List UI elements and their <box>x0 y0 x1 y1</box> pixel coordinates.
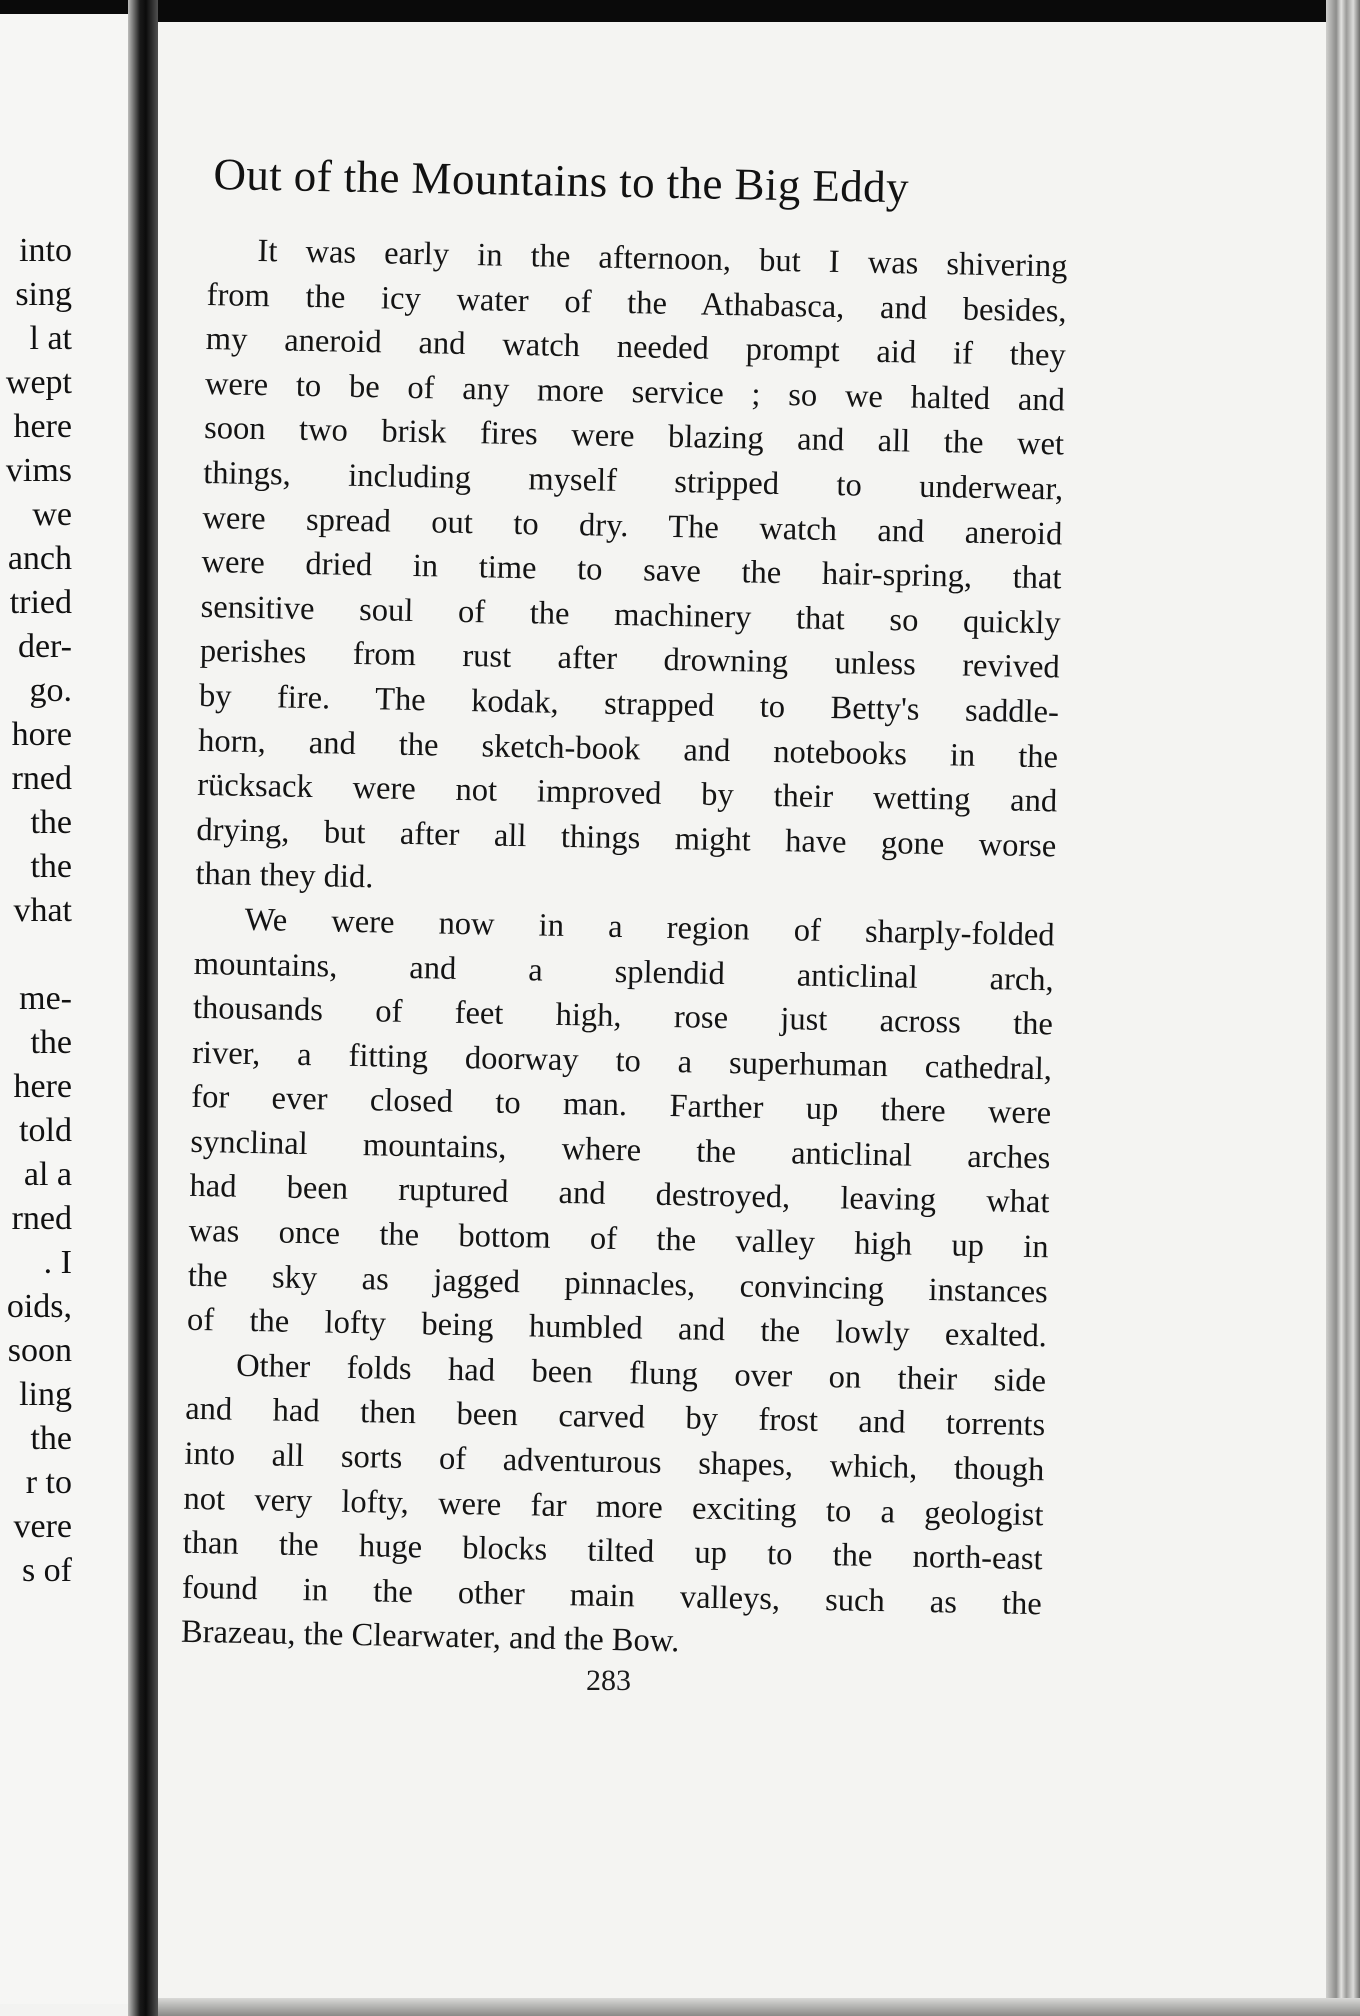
text-line: soon two brisk fires were blazing and all the wet <box>203 410 1065 463</box>
paragraph <box>181 1343 1047 1672</box>
facing-page-fragment: the <box>30 848 72 885</box>
text-line: than the huge blocks tilted up to the north-east <box>182 1524 1043 1578</box>
text-line: found in the other main valleys, such as the <box>181 1569 1043 1623</box>
facing-page-fragment: sing <box>15 276 72 313</box>
text-line: synclinal mountains, where the anticlinal arches <box>190 1123 1051 1177</box>
text-line: not very lofty, were far more exciting to a geologist <box>183 1480 1044 1533</box>
text-line: mountains, and a splendid anticlinal arch, <box>193 945 1055 998</box>
text-line: of the lofty being humbled and the lowly exalted. <box>186 1302 1048 1355</box>
facing-page-left <box>0 14 128 2004</box>
facing-page-fragment: go. <box>29 672 72 709</box>
facing-page-fragment: der- <box>17 628 72 665</box>
text-line: It was early in the afternoon, but I was shivering <box>257 232 1068 285</box>
text-line: for ever closed to man. Farther up there were <box>190 1079 1052 1132</box>
facing-page-fragment: anch <box>7 540 72 577</box>
facing-page-fragment: ling <box>19 1376 72 1413</box>
text-line: was once the bottom of the valley high up in <box>188 1212 1049 1266</box>
text-line: horn, and the sketch-book and notebooks in the <box>197 722 1059 775</box>
facing-page-fragment: we <box>32 496 72 533</box>
facing-page-fragment: rned <box>11 1200 72 1237</box>
paragraph <box>187 897 1055 1359</box>
text-line: the sky as jagged pinnacles, convincing instances <box>187 1257 1049 1310</box>
top-shadow <box>0 0 1360 22</box>
facing-page-fragment: tried <box>9 584 72 621</box>
text-line: had been ruptured and destroyed, leaving what <box>189 1168 1050 1221</box>
text-line: into all sorts of adventurous shapes, which, though <box>184 1435 1045 1489</box>
facing-page-fragment: r to <box>25 1464 72 1501</box>
facing-page-fragment: wept <box>5 364 72 401</box>
paragraph <box>195 228 1068 913</box>
text-line: We were now in a region of sharply-folded <box>244 901 1055 954</box>
text-line: were dried in time to save the hair-spring, that <box>201 544 1062 597</box>
text-line: rücksack were not improved by their wetting and <box>196 767 1058 820</box>
facing-page-fragment: . I <box>43 1244 72 1281</box>
facing-page-fragment: vere <box>13 1508 72 1545</box>
facing-page-fragment: told <box>19 1112 72 1149</box>
facing-page-fragment: vims <box>5 452 72 489</box>
book-gutter <box>128 0 158 2016</box>
facing-page-fragment: l at <box>29 320 72 357</box>
chapter-heading: Out of the Mountains to the Big Eddy <box>213 148 910 213</box>
body-text <box>181 228 1068 1671</box>
facing-page-fragment: s of <box>21 1552 72 1589</box>
facing-page-fragment: vhat <box>13 892 72 929</box>
facing-page-fragment: the <box>30 804 72 841</box>
text-line: drying, but after all things might have gone worse <box>196 811 1057 865</box>
facing-page-fragment: here <box>13 1068 72 1105</box>
facing-page-fragment: the <box>30 1024 72 1061</box>
facing-page-fragment: oids, <box>6 1288 72 1325</box>
text-line: river, a fitting doorway to a superhuman cathedral, <box>191 1034 1053 1088</box>
text-line: were to be of any more service ; so we halted and <box>204 365 1066 419</box>
text-line: and had then been carved by frost and torrents <box>184 1391 1046 1444</box>
page-edge-bottom <box>158 1998 1360 2016</box>
facing-page-fragment: rned <box>11 760 72 797</box>
page-edge-right <box>1326 0 1360 2016</box>
facing-page-fragment: here <box>13 408 72 445</box>
facing-page-fragment: al a <box>23 1156 72 1193</box>
facing-page-fragment: soon <box>7 1332 72 1369</box>
text-line: Other folds had been flung over on their side <box>235 1347 1047 1400</box>
text-line: my aneroid and watch needed prompt aid if they <box>205 321 1067 374</box>
facing-page-fragment: the <box>30 1420 72 1457</box>
page-number: 283 <box>586 1664 631 1697</box>
facing-page-fragment: into <box>19 232 72 269</box>
facing-page-fragment: me- <box>19 980 72 1017</box>
facing-page-fragment: hore <box>11 716 72 753</box>
text-line: from the icy water of the Athabasca, and besides, <box>206 276 1067 330</box>
text-line: perishes from rust after drowning unless revived <box>199 633 1061 686</box>
text-line: things, including myself stripped to underwear, <box>202 454 1064 508</box>
text-line: thousands of feet high, rose just across the <box>192 989 1054 1043</box>
text-line: were spread out to dry. The watch and aneroid <box>202 499 1063 553</box>
text-line: by fire. The kodak, strapped to Betty's saddle- <box>198 677 1060 731</box>
text-line: than they did. <box>195 856 374 896</box>
text-line: Brazeau, the Clearwater, and the Bow. <box>180 1614 680 1660</box>
text-line: sensitive soul of the machinery that so quickly <box>200 588 1061 642</box>
